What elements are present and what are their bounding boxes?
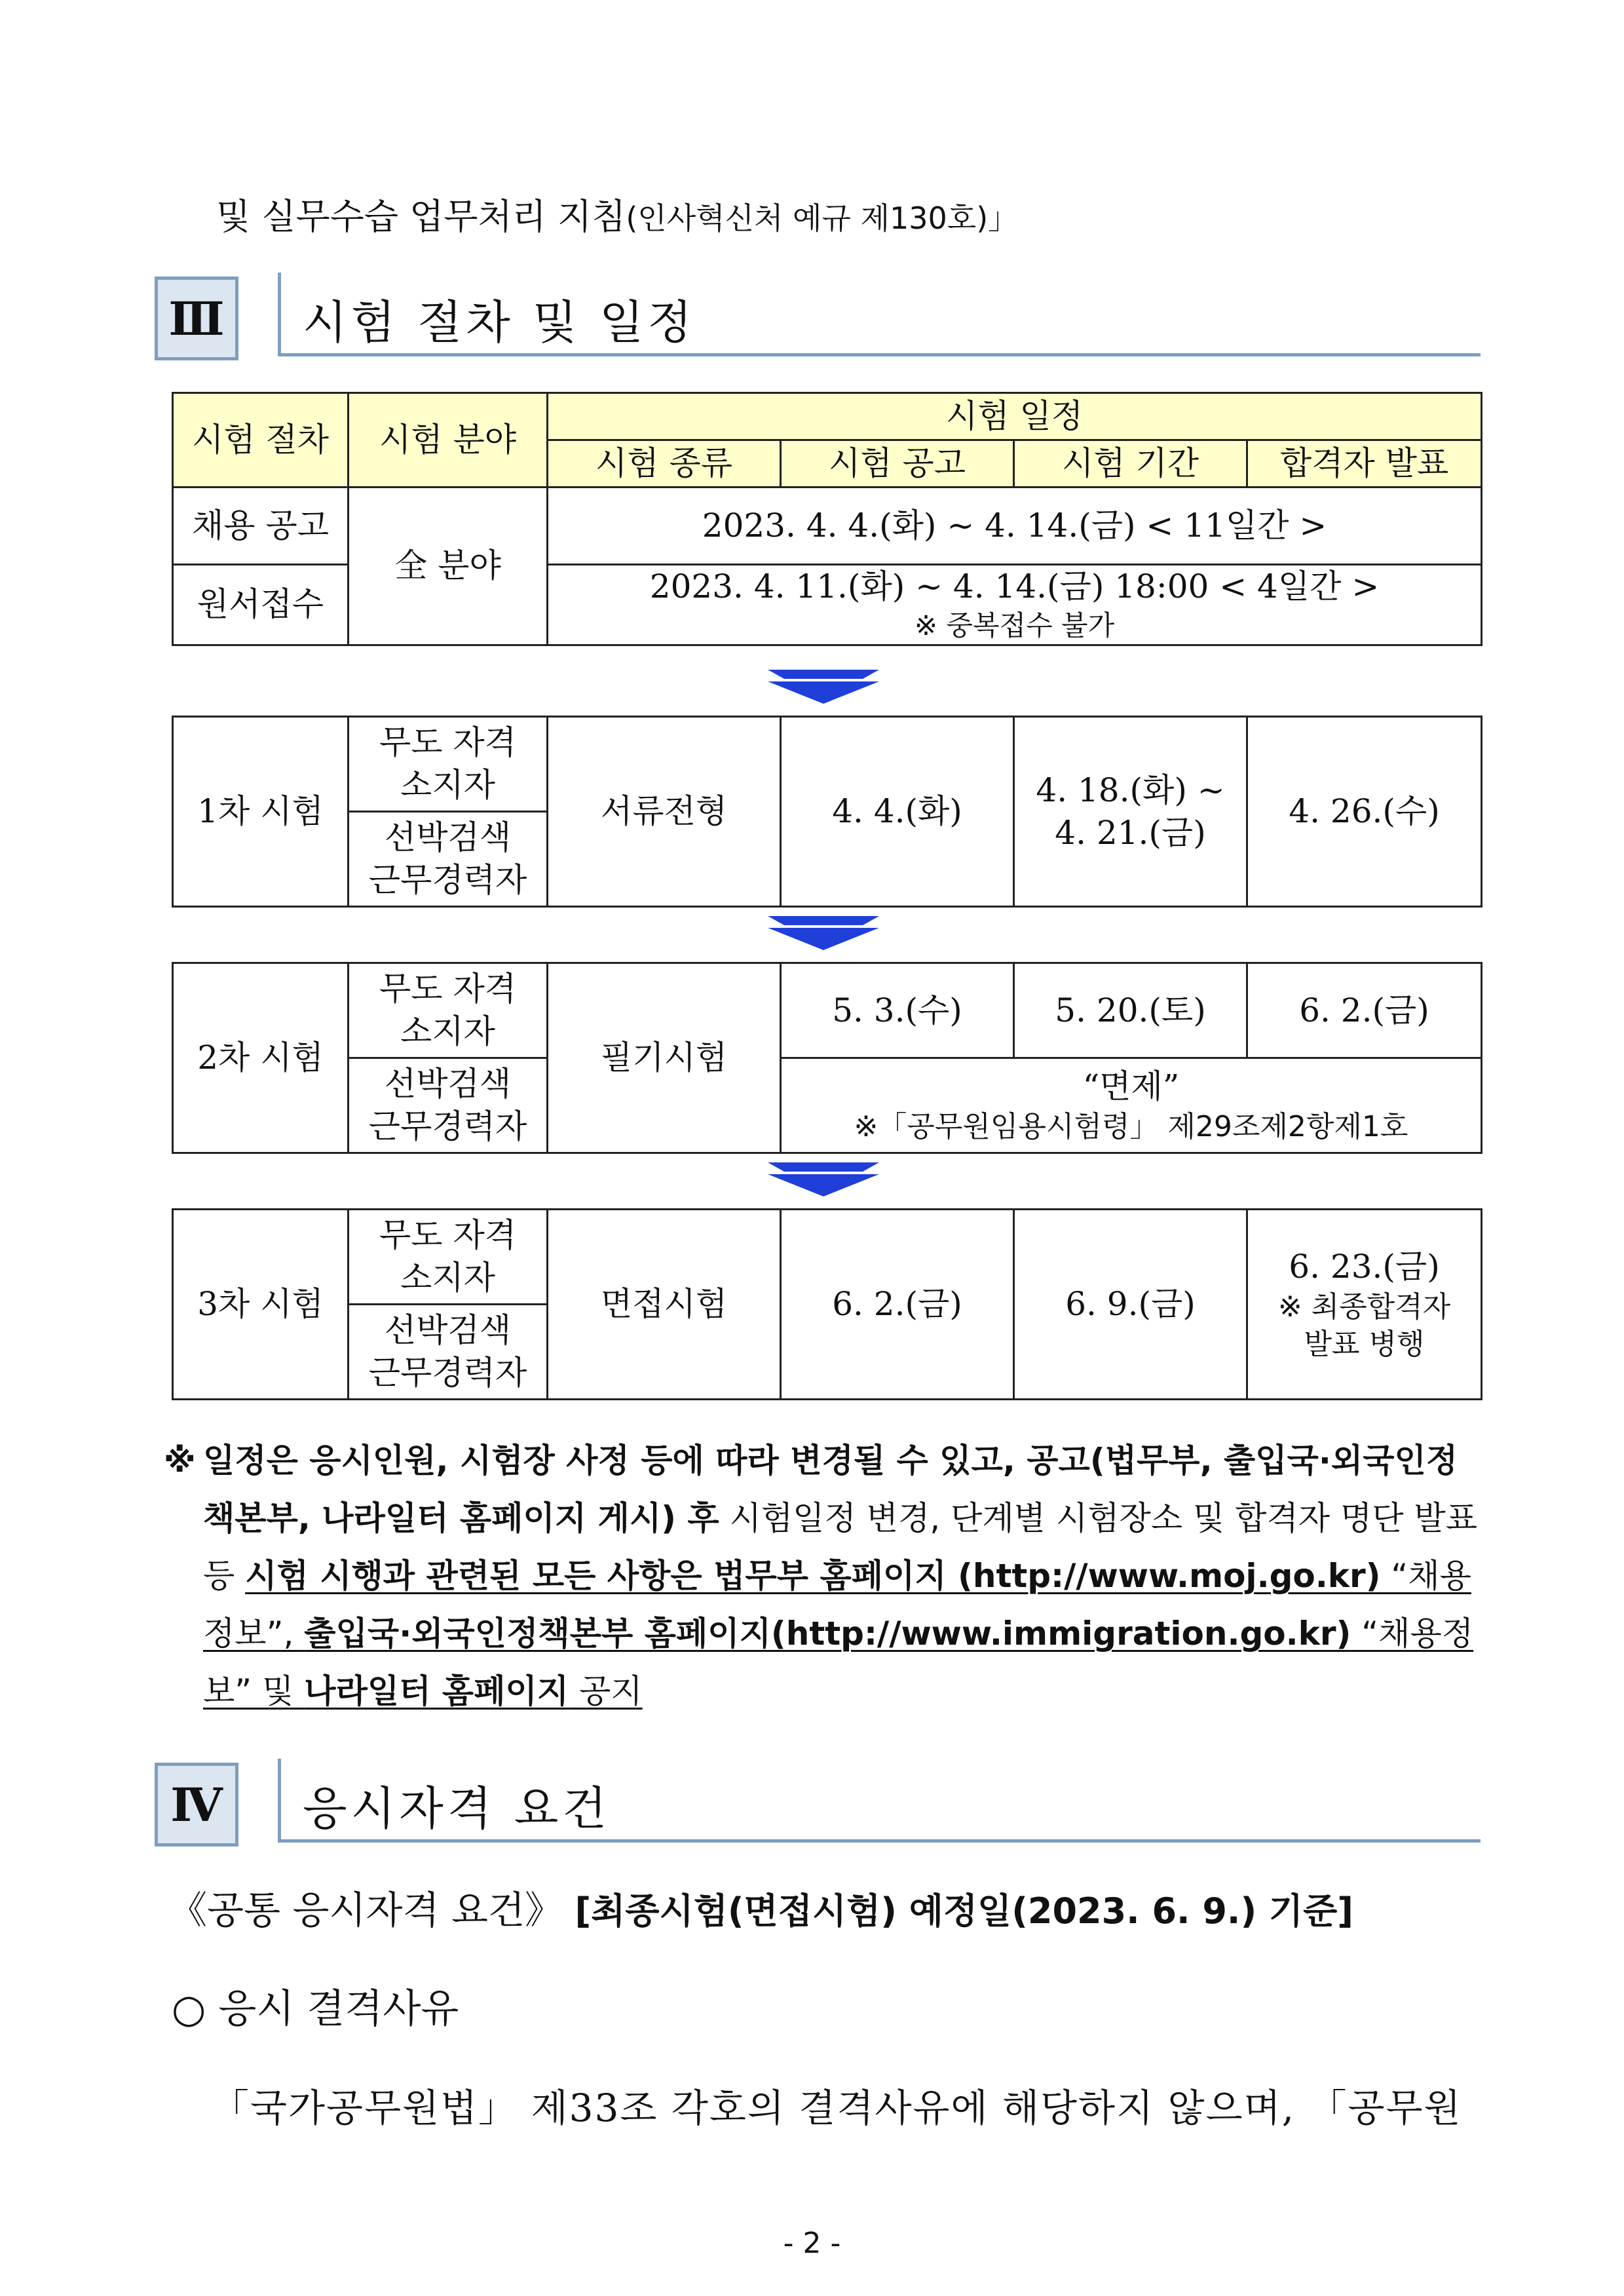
stage-3-table xyxy=(172,1208,1482,1400)
application-schedule: 2023. 4. 11.(화) ~ 4. 14.(금) 18:00 < 4일간 > xyxy=(649,567,1380,605)
intro-reference: (인사혁신처 예규 제130호)」 xyxy=(626,201,1019,236)
stage-2-field-ship-search xyxy=(349,1058,548,1153)
field-line: 근무경력자 xyxy=(368,1354,527,1392)
notice-mark: ※ xyxy=(164,1442,196,1480)
stage-2-field-martial-arts xyxy=(349,963,548,1058)
period-line: 4. 18.(화) ~ xyxy=(1036,771,1225,809)
section-4-underline xyxy=(278,1839,1481,1843)
stage-2-exempt-cell xyxy=(781,1058,1482,1153)
schedule-change-notice xyxy=(164,1432,1481,1720)
stage-3-result-note: 발표 병행 xyxy=(1304,1328,1425,1361)
section-3-divider xyxy=(278,273,281,356)
page-number: - 2 - xyxy=(783,2227,841,2260)
stage-2-table xyxy=(172,962,1482,1154)
section-3-underline xyxy=(278,353,1481,356)
section-4-numeral: Ⅳ xyxy=(170,1777,223,1832)
field-line: 선박검색 xyxy=(384,1311,512,1349)
notice-text: 시험일정 변경, 단계별 시험장소 및 합격자 명단 발표 등 xyxy=(203,1499,1478,1595)
stage-1-field-martial-arts xyxy=(349,717,548,812)
recruitment-table xyxy=(172,392,1482,646)
stage-2-period: 5. 20.(토) xyxy=(1014,963,1247,1058)
field-line: 소지자 xyxy=(400,1012,495,1050)
field-line: 선박검색 xyxy=(384,1065,512,1103)
recruitment-notice-label: 채용 공고 xyxy=(173,488,349,565)
header-result: 합격자 발표 xyxy=(1247,440,1482,488)
application-note: ※ 중복접수 불가 xyxy=(914,609,1115,641)
intro-line xyxy=(216,189,1018,239)
notice-text: “채용정보” 및 xyxy=(203,1615,1474,1710)
stage-3-notice: 6. 2.(금) xyxy=(781,1210,1014,1400)
notice-bold: 일정은 응시인원, 시험장 사정 등에 따라 변경될 수 있고, 공고(법무부, 출입국·외국인정책본부, 나라일터 홈페이지 게시) 후 xyxy=(203,1442,1458,1537)
stage-1-label: 1차 시험 xyxy=(173,717,349,907)
common-basis: [최종시험(면접시험) 예정일(2023. 6. 9.) 기준] xyxy=(575,1890,1353,1932)
common-label: 《공통 응시자격 요건》 xyxy=(169,1888,563,1932)
stage-2-exempt: “면제” xyxy=(1082,1067,1180,1105)
section-4-title: 응시자격 요건 xyxy=(303,1782,611,1835)
stage-1-notice: 4. 4.(화) xyxy=(781,717,1014,907)
field-line: 무도 자격 xyxy=(379,970,517,1008)
stage-1-type: 서류전형 xyxy=(548,717,781,907)
stage-3-field-martial-arts xyxy=(349,1210,548,1305)
section-3-number-box xyxy=(155,277,238,360)
stage-2-exempt-note: ※「공무원임용시험령」 제29조제2항제1호 xyxy=(854,1109,1408,1143)
intro-text: 및 실무수습 업무처리 지침 xyxy=(216,196,626,237)
application-schedule-cell xyxy=(548,565,1482,645)
recruitment-notice-schedule: 2023. 4. 4.(화) ~ 4. 14.(금) < 11일간 > xyxy=(548,488,1482,565)
stage-3-type: 면접시험 xyxy=(548,1210,781,1400)
field-line: 근무경력자 xyxy=(368,1107,527,1145)
notice-text: “채용정보”, xyxy=(203,1557,1471,1653)
common-requirements-heading xyxy=(169,1879,1353,1934)
stage-3-field-ship-search xyxy=(349,1305,548,1400)
immigration-homepage-link[interactable]: 출입국·외국인정책본부 홈페이지(http://www.immigration.go.kr) xyxy=(304,1615,1351,1653)
header-schedule: 시험 일정 xyxy=(548,393,1482,440)
header-exam-notice: 시험 공고 xyxy=(781,440,1014,488)
stage-2-label: 2차 시험 xyxy=(173,963,349,1153)
field-line: 선박검색 xyxy=(384,818,512,856)
header-exam-period: 시험 기간 xyxy=(1014,440,1247,488)
header-exam-type: 시험 종류 xyxy=(548,440,781,488)
down-arrow-icon xyxy=(768,670,879,704)
stage-3-label: 3차 시험 xyxy=(173,1210,349,1400)
stage-2-result: 6. 2.(금) xyxy=(1247,963,1482,1058)
stage-1-result: 4. 26.(수) xyxy=(1247,717,1482,907)
field-line: 무도 자격 xyxy=(379,1216,517,1254)
stage-3-result: 6. 23.(금) xyxy=(1289,1247,1440,1286)
stage-1-table xyxy=(172,716,1482,908)
header-field: 시험 분야 xyxy=(349,393,548,488)
disqualification-heading: ○ 응시 결격사유 xyxy=(172,1986,459,2032)
header-procedure: 시험 절차 xyxy=(173,393,349,488)
stage-3-result-note: ※ 최종합격자 xyxy=(1277,1290,1451,1324)
notice-text: 공지 xyxy=(569,1672,643,1710)
stage-2-notice: 5. 3.(수) xyxy=(781,963,1014,1058)
down-arrow-icon xyxy=(768,1162,879,1196)
section-4-divider xyxy=(278,1759,281,1843)
narailter-homepage-link[interactable]: 나라일터 홈페이지 xyxy=(304,1672,569,1710)
disqualification-text: 「국가공무원법」 제33조 각호의 결격사유에 해당하지 않으며, 「공무원 xyxy=(211,2086,1462,2130)
section-3-numeral: Ⅲ xyxy=(168,291,225,346)
stage-3-result-cell xyxy=(1247,1210,1482,1400)
stage-1-field-ship-search xyxy=(349,812,548,907)
stage-3-period: 6. 9.(금) xyxy=(1014,1210,1247,1400)
field-line: 근무경력자 xyxy=(368,861,527,899)
down-arrow-icon xyxy=(768,916,879,950)
period-line: 4. 21.(금) xyxy=(1055,813,1206,852)
field-line: 소지자 xyxy=(400,1259,495,1297)
field-line: 소지자 xyxy=(400,766,495,804)
stage-2-type: 필기시험 xyxy=(548,963,781,1153)
notice-underlined xyxy=(203,1557,1473,1710)
recruitment-field: 全 분야 xyxy=(349,488,548,645)
application-label: 원서접수 xyxy=(173,565,349,645)
notice-paragraph xyxy=(203,1432,1481,1720)
section-4-number-box xyxy=(155,1763,238,1846)
stage-1-period xyxy=(1014,717,1247,907)
moj-homepage-link[interactable]: 시험 시행과 관련된 모든 사항은 법무부 홈페이지 (http://www.moj.go.kr) xyxy=(245,1557,1381,1595)
section-3-title: 시험 절차 및 일정 xyxy=(303,296,696,349)
field-line: 무도 자격 xyxy=(379,723,517,761)
